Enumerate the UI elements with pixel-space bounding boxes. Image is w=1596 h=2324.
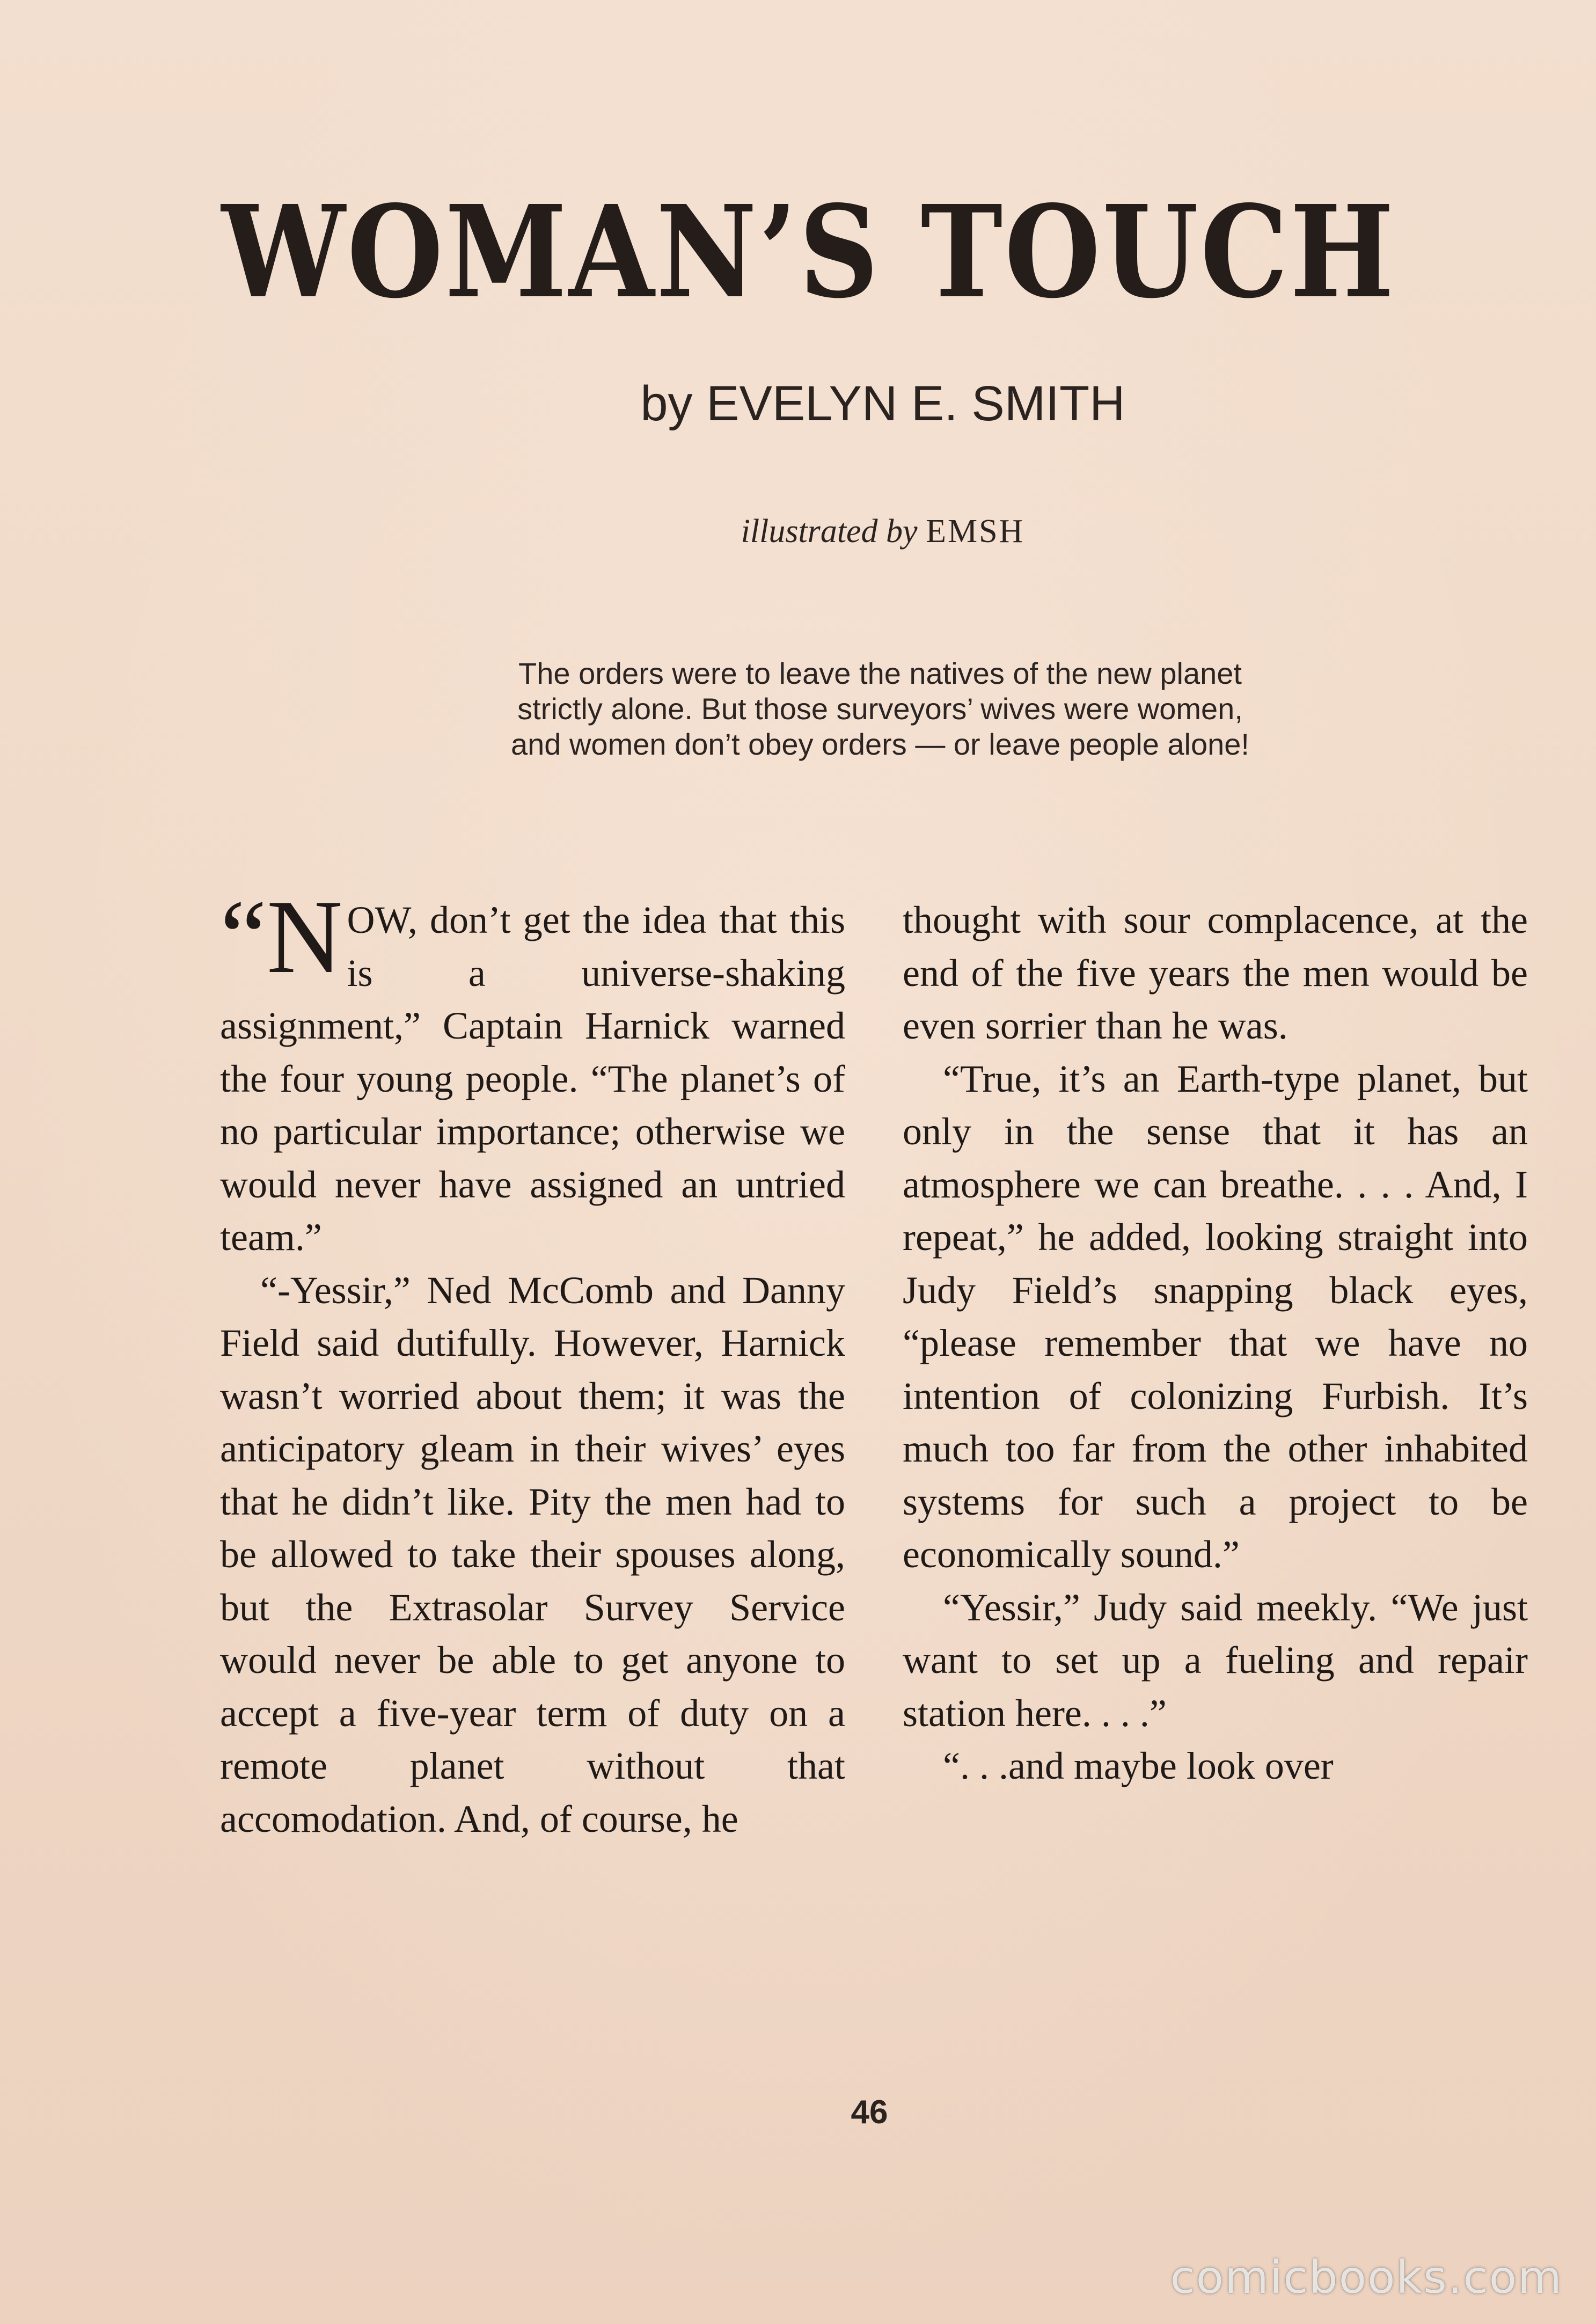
illustrated-by-label: illustrated by	[741, 513, 918, 550]
story-blurb	[376, 656, 1385, 762]
body-column-right	[903, 894, 1528, 1793]
illustrator-credit	[0, 513, 1596, 551]
paragraph: “. . .and maybe look over	[943, 1744, 1334, 1787]
paragraph: “Yessir,” Judy said meekly. “We just want to set up a fueling and repair station here. . . .”	[903, 1585, 1528, 1735]
story-title: WOMAN’S TOUCH	[221, 177, 1396, 326]
author-byline: by EVELYN E. SMITH	[640, 376, 1125, 431]
drop-cap	[220, 879, 343, 995]
paragraph-text: OW, don’t get the idea that this is a universe-shaking assignment,” Captain Harnick warned the four young people. “The planet’s of no particular importance; otherwise we would never have assigned an untried team.”	[220, 898, 845, 1259]
blurb-line: and women don’t obey orders — or leave people alone!	[511, 727, 1249, 761]
drop-cap-letter: N	[267, 879, 343, 995]
page-number: 46	[851, 2094, 888, 2131]
paragraph	[220, 879, 845, 1264]
watermark: comicbooks.com	[1170, 2251, 1563, 2304]
paragraph: “True, it’s an Earth-type planet, but only in the sense that it has an atmosphere we can breathe. . . . And, I repeat,” he added, looking straight into Judy Field’s snapping black eyes, “please remember that we have no intention of colonizing Furbish. It’s much too far from the other inhabited systems for such a project to be economically sound.”	[903, 1057, 1528, 1576]
body-column-left	[220, 879, 845, 1845]
blurb-line: The orders were to leave the natives of the new planet	[518, 656, 1242, 690]
drop-cap-quote: “	[220, 879, 267, 995]
paragraph: “-Yessir,” Ned McComb and Danny Field said dutifully. However, Harnick wasn’t worried about them; it was the anticipatory gleam in their wives’ eyes that he didn’t like. Pity the men had to be allowed to take their spouses along, but the Extrasolar Survey Service would never be able to get anyone to accept a five-year term of duty on a remote planet without that accomodation. And, of course, he	[220, 1268, 845, 1840]
paragraph: thought with sour complacence, at the end of the five years the men would be even sorrier than he was.	[903, 898, 1528, 1047]
illustrator-name: EMSH	[926, 513, 1025, 550]
blurb-line: strictly alone. But those surveyors’ wives were women,	[517, 692, 1243, 726]
